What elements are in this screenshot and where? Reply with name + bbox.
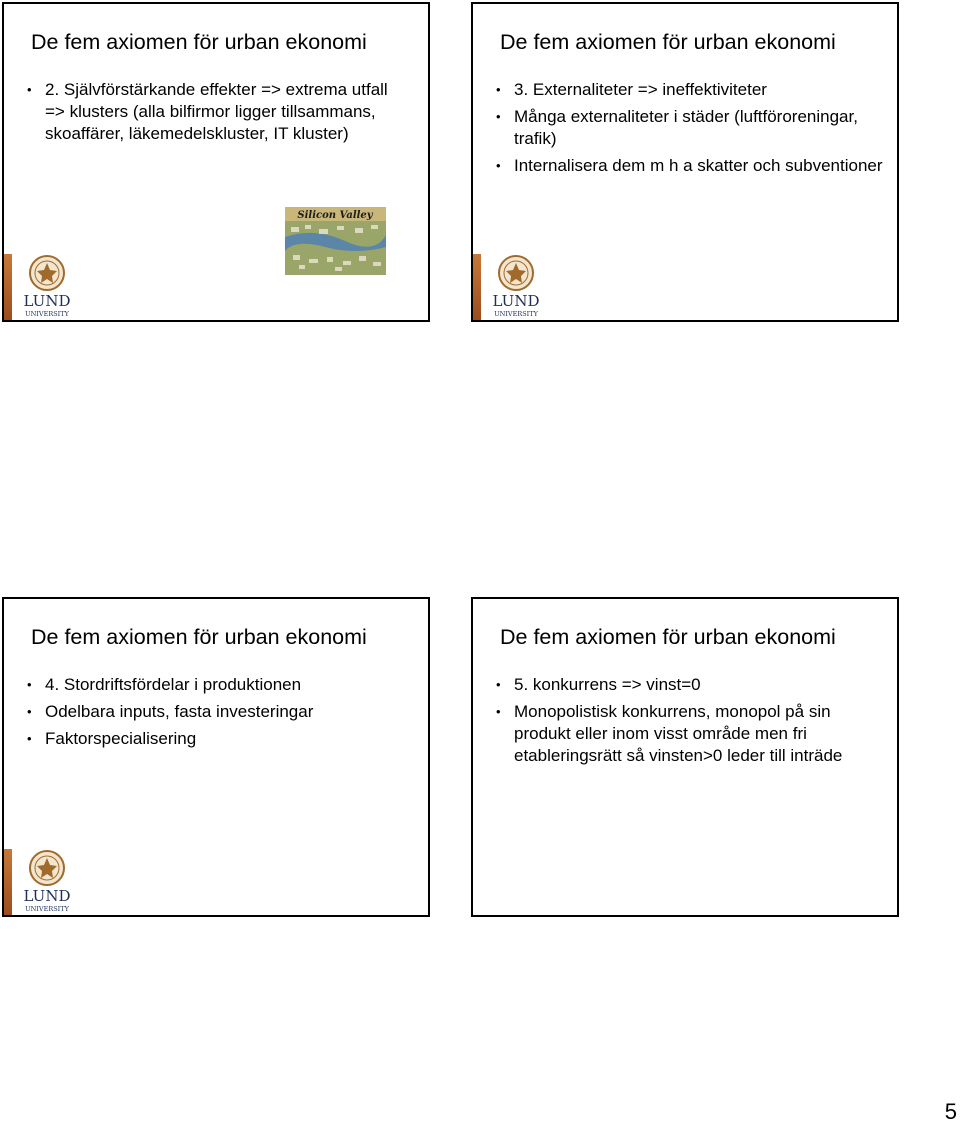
svg-text:LUND: LUND: [492, 292, 540, 310]
bullet-icon: •: [496, 704, 501, 719]
bullet-icon: •: [496, 158, 501, 173]
bullet-list: [495, 674, 887, 772]
bullet-icon: •: [27, 704, 32, 719]
slide-3: [2, 597, 430, 917]
slide-4: [471, 597, 899, 917]
bullet-item: • Odelbara inputs, fasta investeringar: [27, 702, 314, 721]
bullet-list: [26, 79, 406, 150]
bullet-item: • 3. Externaliteter => ineffektiviteter: [496, 80, 767, 99]
slide-title: De fem axiomen för urban ekonomi: [500, 30, 836, 54]
bullet-item: • 2. Självförstärkande effekter => extrema utfall => klusters (alla bilfirmor ligger tillsammans, skoaffärer, läkemedelskluster, IT kluster): [27, 80, 388, 143]
svg-text:LUND: LUND: [23, 887, 71, 905]
lund-university-logo: [489, 254, 543, 318]
page-number: 5: [944, 1099, 957, 1124]
svg-text:UNIVERSITY: UNIVERSITY: [494, 310, 538, 318]
bullet-icon: •: [27, 82, 32, 97]
bullet-list: [26, 674, 406, 755]
bullet-icon: •: [496, 109, 501, 124]
accent-bar: [4, 849, 12, 915]
slide-title: De fem axiomen för urban ekonomi: [500, 625, 836, 649]
lund-university-logo: [20, 254, 74, 318]
svg-text:Silicon Valley: Silicon Valley: [297, 210, 373, 221]
accent-bar: [473, 254, 481, 320]
slide-2: [471, 2, 899, 322]
bullet-icon: •: [27, 677, 32, 692]
bullet-icon: •: [27, 731, 32, 746]
bullet-item: • 4. Stordriftsfördelar i produktionen: [27, 675, 302, 694]
lund-university-logo: [20, 849, 74, 913]
svg-text:UNIVERSITY: UNIVERSITY: [25, 310, 69, 318]
bullet-item: • Internalisera dem m h a skatter och subventioner: [496, 156, 883, 175]
bullet-item: • Faktorspecialisering: [27, 729, 197, 748]
bullet-icon: •: [496, 82, 501, 97]
bullet-item: • 5. konkurrens => vinst=0: [496, 675, 701, 694]
svg-text:UNIVERSITY: UNIVERSITY: [25, 905, 69, 913]
bullet-item: • Många externaliteter i städer (luftföroreningar, trafik): [496, 107, 858, 148]
bullet-icon: •: [496, 677, 501, 692]
bullet-list: [495, 79, 887, 182]
slide-title: De fem axiomen för urban ekonomi: [31, 625, 367, 649]
bullet-item: • Monopolistisk konkurrens, monopol på sin produkt eller inom visst område men fri etableringsrätt så vinsten>0 leder till inträde: [496, 702, 843, 765]
silicon-valley-map-image: [285, 207, 386, 275]
slide-1: [2, 2, 430, 322]
accent-bar: [4, 254, 12, 320]
svg-text:LUND: LUND: [23, 292, 71, 310]
slide-title: De fem axiomen för urban ekonomi: [31, 30, 367, 54]
